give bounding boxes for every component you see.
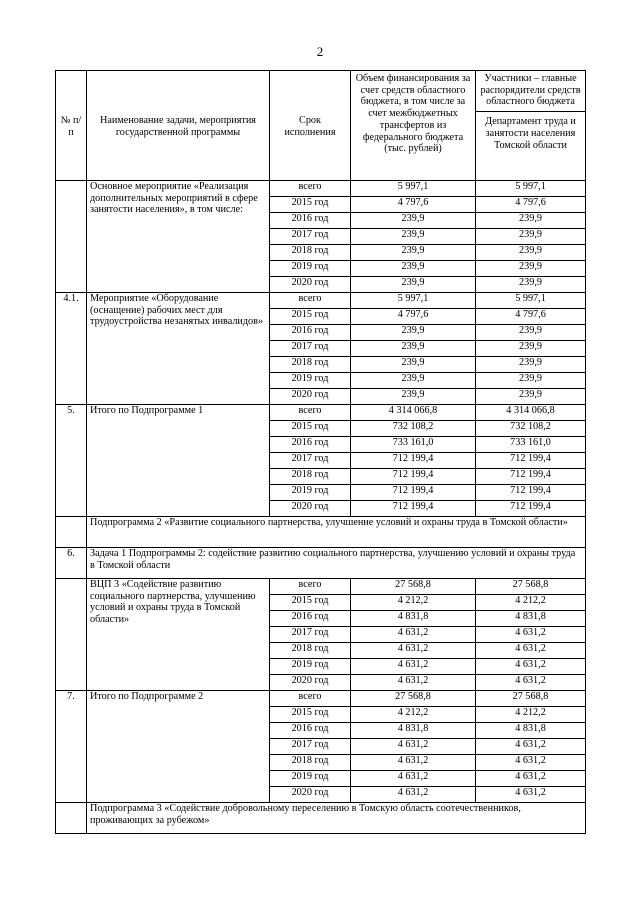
participant-cell: 712 199,4 bbox=[476, 501, 586, 517]
table-row bbox=[56, 293, 586, 309]
period-cell: 2020 год bbox=[270, 277, 351, 293]
amount-cell: 4 212,2 bbox=[351, 707, 476, 723]
header-row bbox=[56, 71, 586, 181]
participant-cell: 239,9 bbox=[476, 373, 586, 389]
period-cell: 2016 год bbox=[270, 611, 351, 627]
subprogram-2-title: Подпрограмма 2 «Развитие социального партнерства, улучшение условий и охраны труда в Томской области» bbox=[87, 517, 586, 548]
period-cell: 2016 год bbox=[270, 325, 351, 341]
participant-cell: 4 631,2 bbox=[476, 771, 586, 787]
period-cell: 2016 год bbox=[270, 437, 351, 453]
participant-cell: 4 831,8 bbox=[476, 723, 586, 739]
amount-cell: 4 631,2 bbox=[351, 755, 476, 771]
row-number: 5. bbox=[56, 405, 87, 517]
subprogram-3-title-row bbox=[56, 803, 586, 834]
participant-cell: 239,9 bbox=[476, 229, 586, 245]
item-title: Итого по Подпрограмме 2 bbox=[87, 691, 270, 803]
row-number bbox=[56, 803, 87, 834]
amount-cell: 732 108,2 bbox=[351, 421, 476, 437]
amount-cell: 239,9 bbox=[351, 325, 476, 341]
participant-cell: 712 199,4 bbox=[476, 453, 586, 469]
period-cell: 2018 год bbox=[270, 245, 351, 261]
period-cell: всего bbox=[270, 181, 351, 197]
header-participants bbox=[476, 71, 586, 181]
row-number: 4.1. bbox=[56, 293, 87, 405]
participant-cell: 4 631,2 bbox=[476, 675, 586, 691]
period-cell: 2019 год bbox=[270, 771, 351, 787]
amount-cell: 4 797,6 bbox=[351, 197, 476, 213]
amount-cell: 239,9 bbox=[351, 389, 476, 405]
period-cell: 2016 год bbox=[270, 723, 351, 739]
amount-cell: 5 997,1 bbox=[351, 181, 476, 197]
amount-cell: 239,9 bbox=[351, 341, 476, 357]
participant-cell: 239,9 bbox=[476, 357, 586, 373]
program-table bbox=[55, 70, 586, 834]
participant-cell: 4 631,2 bbox=[476, 643, 586, 659]
amount-cell: 239,9 bbox=[351, 357, 476, 373]
period-cell: 2017 год bbox=[270, 341, 351, 357]
period-cell: 2020 год bbox=[270, 389, 351, 405]
period-cell: 2015 год bbox=[270, 421, 351, 437]
participant-cell: 239,9 bbox=[476, 245, 586, 261]
participant-cell: 712 199,4 bbox=[476, 469, 586, 485]
period-cell: 2015 год bbox=[270, 595, 351, 611]
amount-cell: 712 199,4 bbox=[351, 501, 476, 517]
period-cell: 2018 год bbox=[270, 643, 351, 659]
participant-cell: 733 161,0 bbox=[476, 437, 586, 453]
participant-cell: 239,9 bbox=[476, 389, 586, 405]
amount-cell: 4 212,2 bbox=[351, 595, 476, 611]
participant-cell: 4 314 066,8 bbox=[476, 405, 586, 421]
period-cell: 2016 год bbox=[270, 213, 351, 229]
period-cell: 2017 год bbox=[270, 453, 351, 469]
participant-cell: 732 108,2 bbox=[476, 421, 586, 437]
amount-cell: 239,9 bbox=[351, 245, 476, 261]
participant-cell: 4 631,2 bbox=[476, 739, 586, 755]
amount-cell: 239,9 bbox=[351, 213, 476, 229]
participant-cell: 239,9 bbox=[476, 325, 586, 341]
row-number: 6. bbox=[56, 548, 87, 579]
participant-cell: 5 997,1 bbox=[476, 181, 586, 197]
item-title: Мероприятие «Оборудование (оснащение) рабочих мест для трудоустройства незанятых инвалидов» bbox=[87, 293, 270, 405]
period-cell: 2018 год bbox=[270, 469, 351, 485]
amount-cell: 4 631,2 bbox=[351, 627, 476, 643]
period-cell: 2018 год bbox=[270, 357, 351, 373]
period-cell: всего bbox=[270, 405, 351, 421]
period-cell: всего bbox=[270, 293, 351, 309]
header-num: № п/п bbox=[56, 71, 87, 181]
participant-cell: 4 631,2 bbox=[476, 659, 586, 675]
period-cell: 2019 год bbox=[270, 261, 351, 277]
header-department: Департамент труда и занятости населения Томской области bbox=[485, 116, 576, 151]
row-number bbox=[56, 579, 87, 691]
participant-cell: 4 831,8 bbox=[476, 611, 586, 627]
amount-cell: 712 199,4 bbox=[351, 469, 476, 485]
period-cell: 2020 год bbox=[270, 787, 351, 803]
participant-cell: 5 997,1 bbox=[476, 293, 586, 309]
period-cell: 2017 год bbox=[270, 229, 351, 245]
row-number bbox=[56, 181, 87, 293]
amount-cell: 4 631,2 bbox=[351, 771, 476, 787]
subprogram-2-title-row bbox=[56, 517, 586, 548]
participant-cell: 239,9 bbox=[476, 213, 586, 229]
participant-cell: 712 199,4 bbox=[476, 485, 586, 501]
amount-cell: 4 631,2 bbox=[351, 675, 476, 691]
amount-cell: 239,9 bbox=[351, 373, 476, 389]
amount-cell: 712 199,4 bbox=[351, 453, 476, 469]
period-cell: 2020 год bbox=[270, 501, 351, 517]
task-1-subprogram-2: Задача 1 Подпрограммы 2: содействие развитию социального партнерства, улучшению условий и охраны труда в Томской области bbox=[87, 548, 586, 579]
amount-cell: 4 314 066,8 bbox=[351, 405, 476, 421]
header-amount: Объем финансирования за счет средств областного бюджета, в том числе за счет межбюджетных трансфертов из федерального бюджета (тыс. рублей) bbox=[351, 71, 476, 181]
participant-cell: 27 568,8 bbox=[476, 579, 586, 595]
amount-cell: 239,9 bbox=[351, 277, 476, 293]
amount-cell: 733 161,0 bbox=[351, 437, 476, 453]
period-cell: 2015 год bbox=[270, 707, 351, 723]
table-row bbox=[56, 691, 586, 707]
participant-cell: 4 797,6 bbox=[476, 197, 586, 213]
period-cell: 2019 год bbox=[270, 485, 351, 501]
amount-cell: 4 831,8 bbox=[351, 611, 476, 627]
period-cell: 2018 год bbox=[270, 755, 351, 771]
participant-cell: 4 797,6 bbox=[476, 309, 586, 325]
item-title: Основное мероприятие «Реализация дополнительных мероприятий в сфере занятости населения», в том числе: bbox=[87, 181, 270, 293]
amount-cell: 4 631,2 bbox=[351, 787, 476, 803]
period-cell: всего bbox=[270, 691, 351, 707]
period-cell: 2017 год bbox=[270, 739, 351, 755]
period-cell: 2015 год bbox=[270, 197, 351, 213]
page-number: 2 bbox=[316, 44, 324, 59]
participant-cell: 4 631,2 bbox=[476, 755, 586, 771]
participant-cell: 4 631,2 bbox=[476, 627, 586, 643]
table-row bbox=[56, 181, 586, 197]
amount-cell: 27 568,8 bbox=[351, 579, 476, 595]
period-cell: 2019 год bbox=[270, 373, 351, 389]
period-cell: 2015 год bbox=[270, 309, 351, 325]
amount-cell: 239,9 bbox=[351, 229, 476, 245]
participant-cell: 239,9 bbox=[476, 261, 586, 277]
amount-cell: 4 631,2 bbox=[351, 643, 476, 659]
amount-cell: 5 997,1 bbox=[351, 293, 476, 309]
participant-cell: 27 568,8 bbox=[476, 691, 586, 707]
participant-cell: 239,9 bbox=[476, 277, 586, 293]
subprogram-3-title: Подпрограмма 3 «Содействие добровольному переселению в Томскую область соотечественников, проживающих за рубежом» bbox=[87, 803, 586, 834]
amount-cell: 239,9 bbox=[351, 261, 476, 277]
item-title: ВЦП 3 «Содействие развитию социального партнерства, улучшению условий и охраны труда в Томской области» bbox=[87, 579, 270, 691]
amount-cell: 712 199,4 bbox=[351, 485, 476, 501]
table-row bbox=[56, 405, 586, 421]
amount-cell: 4 631,2 bbox=[351, 659, 476, 675]
period-cell: всего bbox=[270, 579, 351, 595]
row-number: 7. bbox=[56, 691, 87, 803]
amount-cell: 4 831,8 bbox=[351, 723, 476, 739]
participant-cell: 4 631,2 bbox=[476, 787, 586, 803]
period-cell: 2020 год bbox=[270, 675, 351, 691]
task-1-subprogram-2-row bbox=[56, 548, 586, 579]
participant-cell: 239,9 bbox=[476, 341, 586, 357]
item-title: Итого по Подпрограмме 1 bbox=[87, 405, 270, 517]
header-period: Срок исполнения bbox=[270, 71, 351, 181]
row-number bbox=[56, 517, 87, 548]
amount-cell: 4 797,6 bbox=[351, 309, 476, 325]
table-row bbox=[56, 579, 586, 595]
header-participants-title: Участники – главные распорядители средств областного бюджета bbox=[476, 73, 585, 112]
participant-cell: 4 212,2 bbox=[476, 595, 586, 611]
amount-cell: 27 568,8 bbox=[351, 691, 476, 707]
period-cell: 2019 год bbox=[270, 659, 351, 675]
header-name: Наименование задачи, мероприятия государственной программы bbox=[87, 71, 270, 181]
participant-cell: 4 212,2 bbox=[476, 707, 586, 723]
amount-cell: 4 631,2 bbox=[351, 739, 476, 755]
period-cell: 2017 год bbox=[270, 627, 351, 643]
